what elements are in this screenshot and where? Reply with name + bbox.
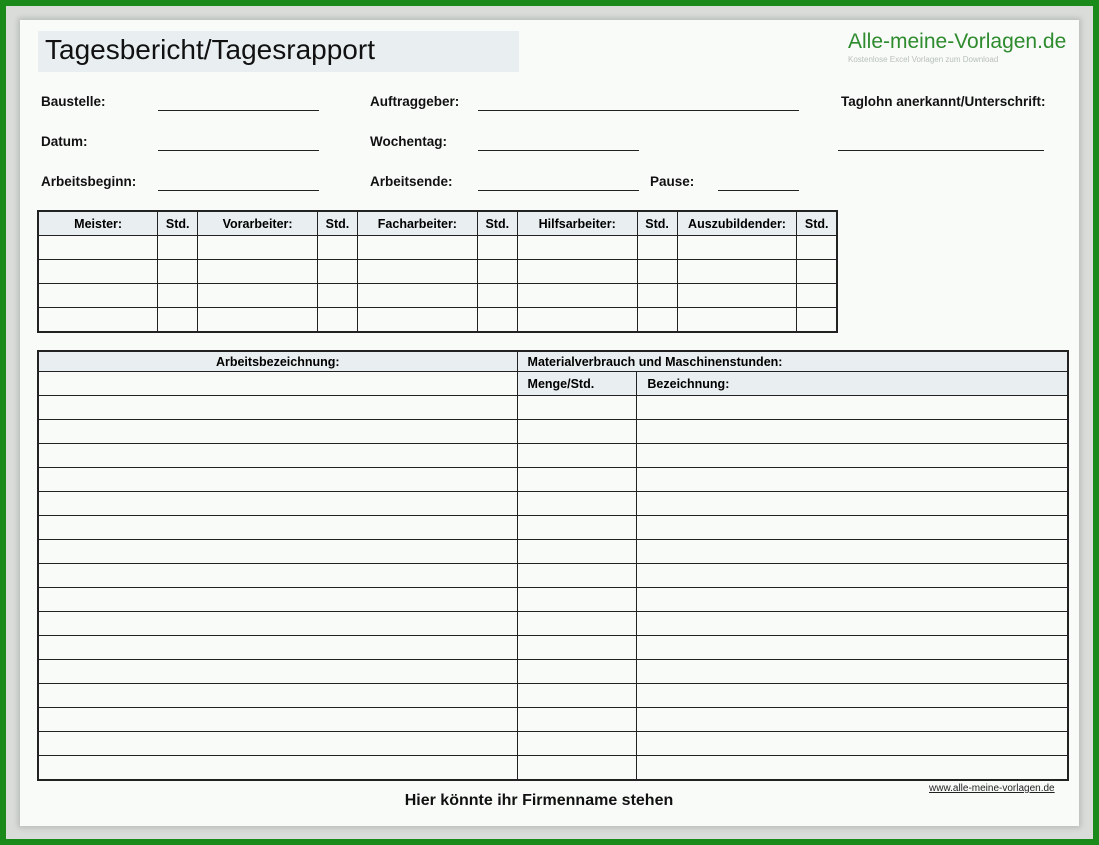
table-cell[interactable] xyxy=(357,308,477,333)
std-header: Std. xyxy=(477,211,517,236)
table-cell[interactable] xyxy=(677,308,797,333)
table-cell[interactable] xyxy=(318,284,358,308)
work-description-cell[interactable] xyxy=(38,372,517,396)
table-cell[interactable] xyxy=(38,660,517,684)
table-cell[interactable] xyxy=(318,236,358,260)
table-cell[interactable] xyxy=(517,540,637,564)
table-row xyxy=(38,732,1068,756)
table-cell[interactable] xyxy=(38,308,158,333)
arbeitsbezeichnung-header: Arbeitsbezeichnung: xyxy=(38,351,517,372)
table-cell[interactable] xyxy=(797,236,837,260)
table-cell[interactable] xyxy=(637,492,1068,516)
table-cell[interactable] xyxy=(357,260,477,284)
table-cell[interactable] xyxy=(318,260,358,284)
table-row xyxy=(38,564,1068,588)
table-cell[interactable] xyxy=(637,756,1068,781)
brand-logo: Alle-meine-Vorlagen.de xyxy=(848,30,1067,53)
table-cell[interactable] xyxy=(517,284,637,308)
crew-header-row xyxy=(38,211,837,236)
table-cell[interactable] xyxy=(477,308,517,333)
table-cell[interactable] xyxy=(797,308,837,333)
table-cell[interactable] xyxy=(158,284,198,308)
table-cell[interactable] xyxy=(158,260,198,284)
table-cell[interactable] xyxy=(38,420,517,444)
pause-field[interactable] xyxy=(718,190,799,191)
table-cell[interactable] xyxy=(477,284,517,308)
wochentag-field[interactable] xyxy=(478,150,639,151)
table-cell[interactable] xyxy=(198,308,318,333)
std-header: Std. xyxy=(158,211,198,236)
table-row xyxy=(38,684,1068,708)
table-cell[interactable] xyxy=(517,492,637,516)
table-cell[interactable] xyxy=(517,660,637,684)
table-cell[interactable] xyxy=(637,284,677,308)
table-cell[interactable] xyxy=(677,236,797,260)
vorarbeiter-header: Vorarbeiter: xyxy=(198,211,318,236)
menge-header: Menge/Std. xyxy=(517,372,637,396)
table-cell[interactable] xyxy=(517,684,637,708)
work-header-row xyxy=(38,351,1068,372)
arbeitsende-label: Arbeitsende: xyxy=(370,174,453,189)
table-cell[interactable] xyxy=(797,284,837,308)
table-row xyxy=(38,516,1068,540)
table-row xyxy=(38,396,1068,420)
signature-field[interactable] xyxy=(838,150,1044,151)
table-cell[interactable] xyxy=(38,588,517,612)
table-cell[interactable] xyxy=(318,308,358,333)
table-row xyxy=(38,660,1068,684)
table-row xyxy=(38,588,1068,612)
table-cell[interactable] xyxy=(637,636,1068,660)
table-cell[interactable] xyxy=(38,516,517,540)
table-cell[interactable] xyxy=(517,564,637,588)
table-cell[interactable] xyxy=(517,444,637,468)
std-header: Std. xyxy=(637,211,677,236)
table-cell[interactable] xyxy=(637,308,677,333)
table-cell[interactable] xyxy=(677,284,797,308)
datum-field[interactable] xyxy=(158,150,319,151)
footer-url-link[interactable]: www.alle-meine-vorlagen.de xyxy=(929,783,1055,794)
table-row xyxy=(38,308,837,333)
table-cell[interactable] xyxy=(357,284,477,308)
arbeitsbeginn-field[interactable] xyxy=(158,190,319,191)
table-cell[interactable] xyxy=(517,588,637,612)
pause-label: Pause: xyxy=(650,174,695,189)
table-cell[interactable] xyxy=(38,444,517,468)
table-row xyxy=(38,540,1068,564)
table-cell[interactable] xyxy=(637,708,1068,732)
table-cell[interactable] xyxy=(38,260,158,284)
table-row xyxy=(38,260,837,284)
table-cell[interactable] xyxy=(517,636,637,660)
std-header: Std. xyxy=(318,211,358,236)
table-cell[interactable] xyxy=(38,564,517,588)
table-cell[interactable] xyxy=(38,612,517,636)
table-cell[interactable] xyxy=(517,732,637,756)
baustelle-field[interactable] xyxy=(158,110,319,111)
table-cell[interactable] xyxy=(517,308,637,333)
table-row xyxy=(38,492,1068,516)
arbeitsende-field[interactable] xyxy=(478,190,639,191)
table-cell[interactable] xyxy=(517,468,637,492)
arbeitsbeginn-label: Arbeitsbeginn: xyxy=(41,174,137,189)
meister-header: Meister: xyxy=(38,211,158,236)
table-row xyxy=(38,420,1068,444)
table-row xyxy=(38,612,1068,636)
table-cell[interactable] xyxy=(357,236,477,260)
brand-tagline: Kostenlose Excel Vorlagen zum Download xyxy=(848,55,999,64)
table-cell[interactable] xyxy=(637,540,1068,564)
table-cell[interactable] xyxy=(158,236,198,260)
table-cell[interactable] xyxy=(38,540,517,564)
auftraggeber-label: Auftraggeber: xyxy=(370,94,460,109)
table-row xyxy=(38,444,1068,468)
std-header: Std. xyxy=(797,211,837,236)
table-cell[interactable] xyxy=(38,732,517,756)
table-cell[interactable] xyxy=(38,468,517,492)
table-cell[interactable] xyxy=(677,260,797,284)
bezeichnung-header: Bezeichnung: xyxy=(637,372,1068,396)
title-box xyxy=(38,31,519,72)
table-cell[interactable] xyxy=(637,588,1068,612)
work-subheader-row xyxy=(38,372,1068,396)
table-cell[interactable] xyxy=(637,564,1068,588)
table-cell[interactable] xyxy=(38,492,517,516)
table-cell[interactable] xyxy=(637,396,1068,420)
table-cell[interactable] xyxy=(637,612,1068,636)
work-table xyxy=(37,350,1069,781)
table-cell[interactable] xyxy=(637,660,1068,684)
table-cell[interactable] xyxy=(477,236,517,260)
company-name: Hier könnte ihr Firmenname stehen xyxy=(404,792,674,809)
facharbeiter-header: Facharbeiter: xyxy=(357,211,477,236)
table-row xyxy=(38,708,1068,732)
table-cell[interactable] xyxy=(637,516,1068,540)
crew-table xyxy=(37,210,838,333)
table-cell[interactable] xyxy=(38,236,158,260)
taglohn-label: Taglohn anerkannt/Unterschrift: xyxy=(841,94,1046,109)
table-cell[interactable] xyxy=(637,420,1068,444)
material-header: Materialverbrauch und Maschinenstunden: xyxy=(517,351,1068,372)
page-title: Tagesbericht/Tagesrapport xyxy=(45,34,375,65)
table-cell[interactable] xyxy=(517,612,637,636)
table-row xyxy=(38,284,837,308)
table-cell[interactable] xyxy=(637,468,1068,492)
table-cell[interactable] xyxy=(517,756,637,781)
datum-label: Datum: xyxy=(41,134,88,149)
table-cell[interactable] xyxy=(198,236,318,260)
table-row xyxy=(38,468,1068,492)
table-cell[interactable] xyxy=(38,708,517,732)
table-cell[interactable] xyxy=(637,236,677,260)
auftraggeber-field[interactable] xyxy=(478,110,799,111)
wochentag-label: Wochentag: xyxy=(370,134,447,149)
table-cell[interactable] xyxy=(637,444,1068,468)
table-cell[interactable] xyxy=(517,396,637,420)
table-cell[interactable] xyxy=(38,684,517,708)
table-cell[interactable] xyxy=(517,708,637,732)
table-cell[interactable] xyxy=(38,756,517,781)
auszubildender-header: Auszubildender: xyxy=(677,211,797,236)
table-cell[interactable] xyxy=(637,260,677,284)
table-row xyxy=(38,236,837,260)
report-sheet xyxy=(20,20,1079,826)
table-cell[interactable] xyxy=(517,420,637,444)
hilfsarbeiter-header: Hilfsarbeiter: xyxy=(517,211,637,236)
table-cell[interactable] xyxy=(38,396,517,420)
table-cell[interactable] xyxy=(517,516,637,540)
table-cell[interactable] xyxy=(38,636,517,660)
table-cell[interactable] xyxy=(477,260,517,284)
baustelle-label: Baustelle: xyxy=(41,94,106,109)
table-cell[interactable] xyxy=(38,284,158,308)
table-cell[interactable] xyxy=(637,684,1068,708)
table-cell[interactable] xyxy=(517,260,637,284)
table-row xyxy=(38,636,1068,660)
table-cell[interactable] xyxy=(158,308,198,333)
table-cell[interactable] xyxy=(198,284,318,308)
table-cell[interactable] xyxy=(797,260,837,284)
table-cell[interactable] xyxy=(198,260,318,284)
table-cell[interactable] xyxy=(517,236,637,260)
table-row xyxy=(38,756,1068,781)
table-cell[interactable] xyxy=(637,732,1068,756)
